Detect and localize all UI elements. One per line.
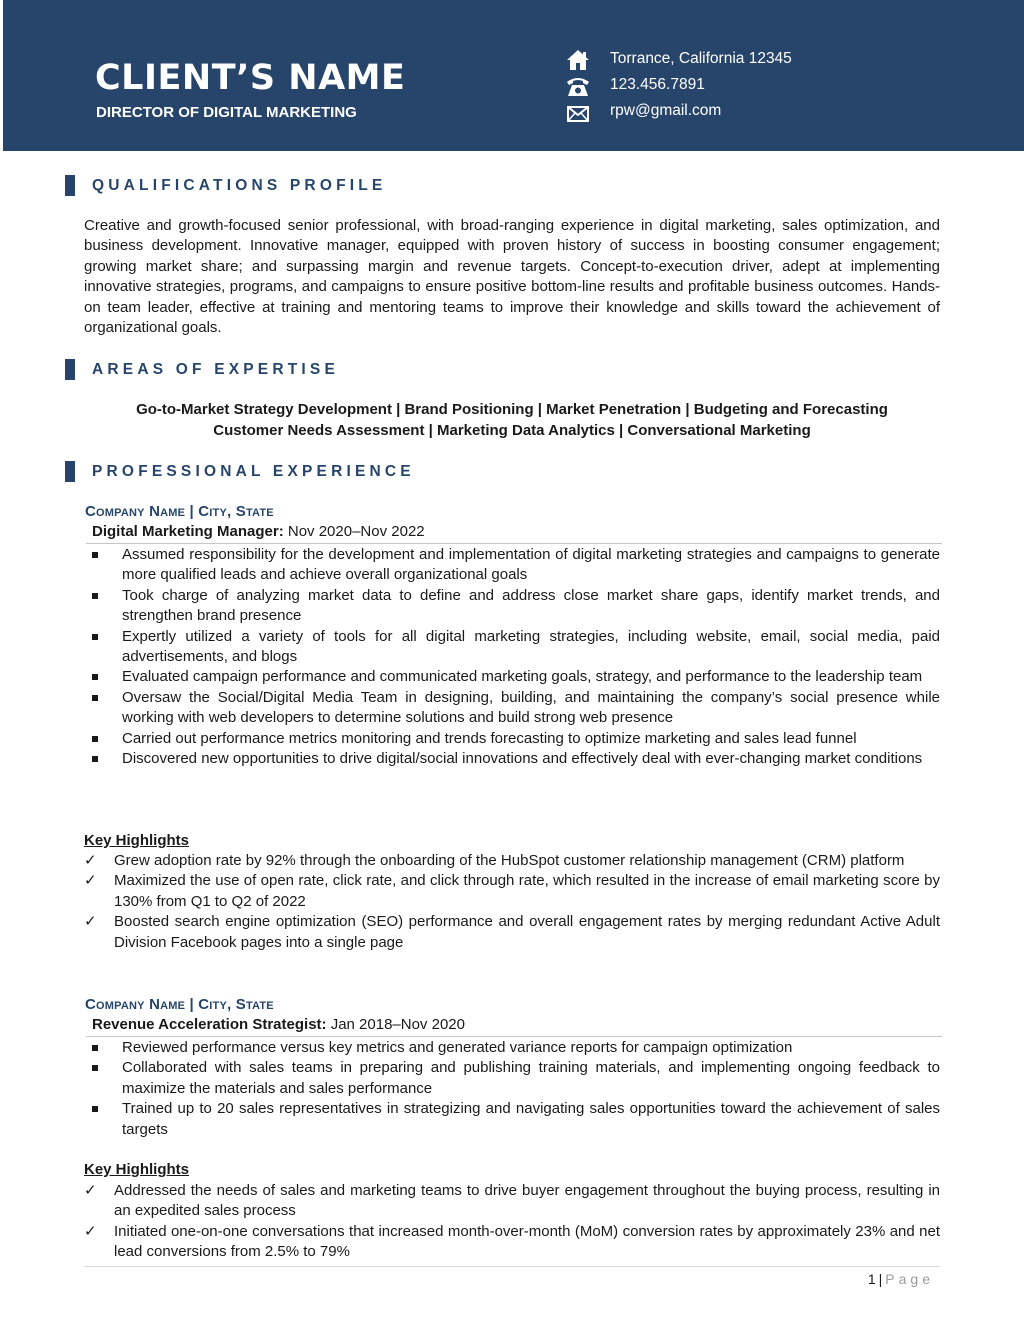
bullet-marker [92,1106,98,1112]
bullet-marker [92,736,98,742]
bullet-marker [92,552,98,558]
list-item: Expertly utilized a variety of tools for all digital marketing strategies, including website, email, social media, paid advertisements, and blogs [84,627,940,668]
bullet-marker [92,674,98,680]
list-item: Oversaw the Social/Digital Media Team in designing, building, and maintaining the company’s social presence while working with web developers to determine solutions and build strong web presence [84,688,940,729]
footer-divider [84,1266,940,1267]
list-item: Trained up to 20 sales representatives in strategizing and navigating sales opportunities toward the achievement of sales targets [84,1099,940,1140]
page-number-value: 1 [867,1271,876,1287]
envelope-icon [566,101,592,123]
job-2-role [92,1016,465,1033]
list-item: Assumed responsibility for the development and implementation of digital marketing strategies and campaigns to generate more qualified leads and achieve overall organizational goals [84,545,940,586]
section-title: PROFESSIONAL EXPERIENCE [92,463,415,480]
list-item: ✓ Initiated one-on-one conversations that increased month-over-month (MoM) conversion rates by approximately 23% and net lead conversions from 2.5% to 79% [84,1222,940,1261]
page-number [868,1271,934,1287]
job-2-highlights [84,1181,940,1263]
section-title: AREAS OF EXPERTISE [92,361,339,378]
section-marker [65,359,75,380]
bullet-marker [92,756,98,762]
bullet-marker [92,695,98,701]
page-separator: | [878,1271,883,1287]
phone-icon [566,75,592,97]
list-item: Took charge of analyzing market data to define and address close market share gaps, identify market trends, and strengthen brand presence [84,586,940,627]
header-banner [3,0,1024,151]
job-2-highlights-label: Key Highlights [84,1161,190,1178]
phone-text: 123.456.7891 [610,76,705,93]
bullet-marker [92,1065,98,1071]
checkmark-icon: ✓ [84,852,97,869]
bullet-marker [92,634,98,640]
client-name: CLIENT’S NAME [95,58,406,98]
summary-paragraph: Creative and growth-focused senior professional, with broad-ranging experience in digital marketing, sales optimization, and business development. Innovative manager, equipped with proven history of success in boosting consumer engagement; growing market share; and surpassing margin and revenue targets. Concept-to-execution driver, adept at implementing innovative strategies, programs, and campaigns to ensure positive bottom-line results and profitable business outcomes. Hands-on team leader, effective at training and mentoring teams to improve their knowledge and skills toward the achievement of organizational goals. [84,217,940,337]
section-marker [65,461,75,482]
checkmark-icon: ✓ [84,1222,97,1240]
address-text: Torrance, California 12345 [610,50,792,67]
expertise-line-2: Customer Needs Assessment | Marketing Data Analytics | Conversational Marketing [213,421,811,439]
expertise-list [84,400,940,441]
job-2-bullets [84,1038,940,1140]
list-item: ✓ Boosted search engine optimization (SEO) performance and overall engagement rates by merging redundant Active Adult Division Facebook pages into a single page [84,913,940,951]
client-title: DIRECTOR OF DIGITAL MARKETING [96,104,357,121]
job-2-role-title: Revenue Acceleration Strategist: [92,1016,327,1033]
job-2-dates: Jan 2018–Nov 2020 [326,1016,465,1033]
checkmark-icon: ✓ [84,872,97,890]
job-2-divider [86,1036,942,1037]
job-1-highlights [84,851,940,953]
job-2-company: Company Name | City, State [85,996,274,1013]
job-1-role-title: Digital Marketing Manager: [92,523,284,540]
section-marker [65,175,75,196]
list-item: Collaborated with sales teams in preparing and publishing training materials, and implementing ongoing feedback to maximize the materials and sales performance [84,1058,940,1099]
list-item: Evaluated campaign performance and communicated marketing goals, strategy, and performance to the leadership team [84,667,940,687]
job-1-company: Company Name | City, State [85,503,274,520]
list-item: ✓ Addressed the needs of sales and marketing teams to drive buyer engagement throughout the buying process, resulting in an expedited sales process [84,1182,940,1220]
bullet-marker [92,1045,98,1051]
job-1-bullets [84,545,940,769]
expertise-line-1: Go-to-Market Strategy Development | Brand Positioning | Market Penetration | Budgeting and Forecasting [136,401,888,418]
page-word: Page [885,1271,934,1287]
job-1-highlights-label: Key Highlights [84,832,190,849]
section-title: QUALIFICATIONS PROFILE [92,177,387,194]
bullet-marker [92,593,98,599]
job-1-divider [86,543,942,544]
checkmark-icon: ✓ [84,1182,97,1199]
job-1-dates: Nov 2020–Nov 2022 [283,523,425,540]
list-item: Reviewed performance versus key metrics and generated variance reports for campaign optimization [84,1038,940,1058]
home-icon [566,49,592,71]
email-text: rpw@gmail.com [610,102,722,119]
list-item: ✓ Grew adoption rate by 92% through the onboarding of the HubSpot customer relationship management (CRM) platform [84,851,940,871]
list-item: Carried out performance metrics monitoring and trends forecasting to optimize marketing and sales lead funnel [84,729,940,749]
checkmark-icon: ✓ [84,913,97,931]
list-item: Discovered new opportunities to drive digital/social innovations and effectively deal with ever-changing market conditions [84,749,940,769]
job-1-role [92,523,425,540]
list-item: ✓ Maximized the use of open rate, click rate, and click through rate, which resulted in the increase of email marketing score by 130% from Q1 to Q2 of 2022 [84,872,940,910]
